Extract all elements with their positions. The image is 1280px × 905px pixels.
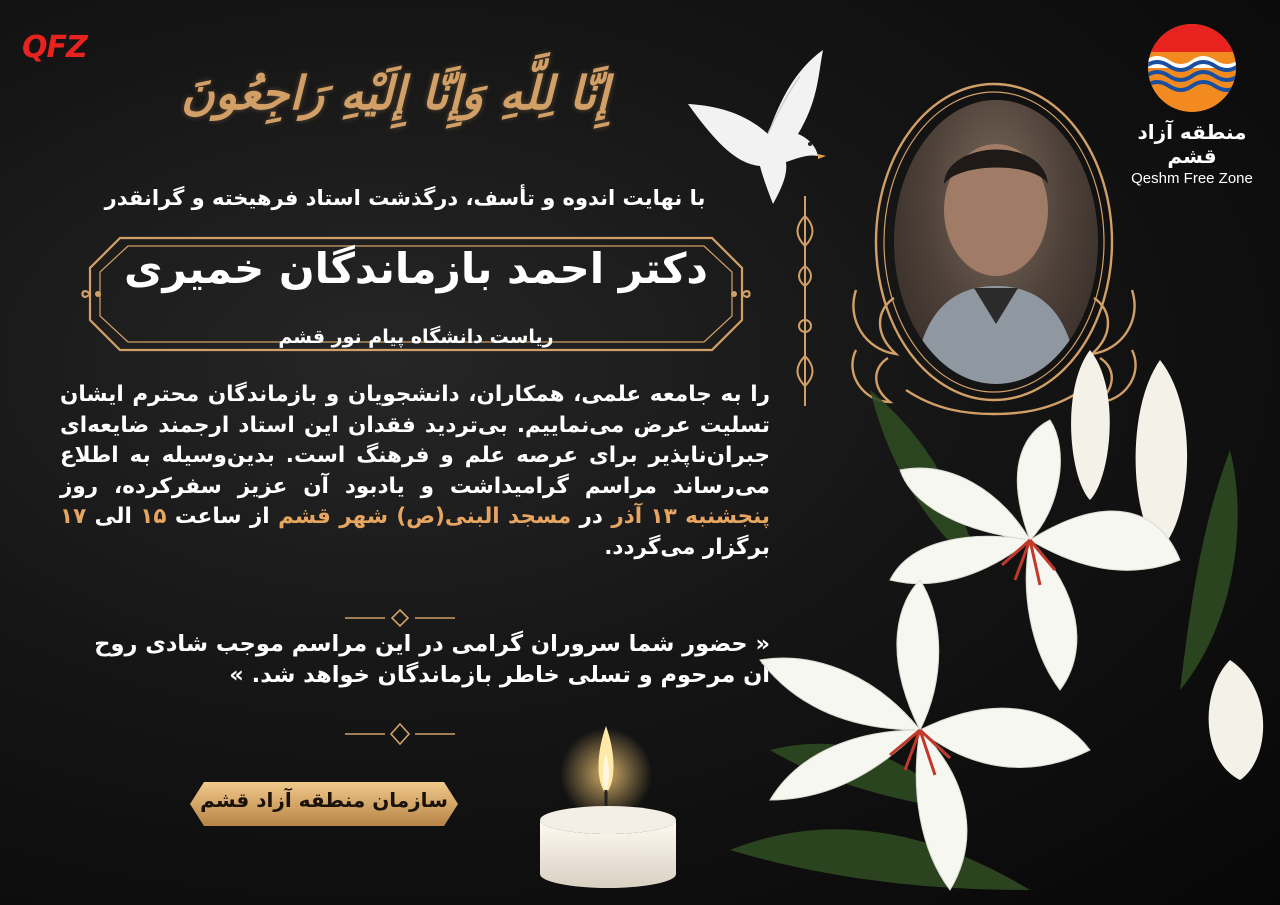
ceremony-day: پنجشنبه ۱۳ آذر	[611, 504, 770, 529]
body-paragraph-3c: برگزار می‌گردد.	[604, 534, 770, 560]
body-paragraph-2a: بدین‌وسیله به اطلاع می‌رساند مراسم گرامیداشت و یادبود آن عزیز سفرکرده، روز	[60, 443, 770, 499]
signature-text: سازمان منطقه آزاد قشم	[200, 788, 448, 812]
deceased-title: ریاست دانشگاه پیام نور قشم	[278, 326, 554, 348]
time-to: ۱۷	[60, 504, 87, 529]
logo-english-text: Qeshm Free Zone	[1131, 170, 1253, 187]
qfz-logo-left: QFZ	[22, 30, 87, 65]
intro-text: با نهایت اندوه و تأسف، درگذشت استاد فرهیخته و گرانقدر	[104, 186, 706, 210]
candle-icon	[532, 724, 684, 894]
ceremony-place: مسجد البنی(ص) شهر قشم	[278, 504, 572, 529]
body-text	[60, 380, 770, 563]
quran-verse: إِنَّا لِلَّهِ وَإِنَّا إِلَيْهِ رَاجِعُونَ	[181, 66, 609, 120]
body-paragraph-2b: در	[579, 504, 603, 529]
body-paragraph-3b: الی	[94, 504, 132, 529]
divider-ornament-bottom	[345, 722, 455, 746]
divider-ornament-top	[345, 608, 455, 628]
qfz-emblem-icon	[1146, 22, 1238, 114]
closing-quote: « حضور شما سروران گرامی در این مراسم موجب شادی روح آن مرحوم و تسلی خاطر بازماندگان خواهد شد. »	[94, 631, 770, 688]
body-paragraph-3a: از ساعت	[174, 504, 270, 529]
logo-arabic-text: منطقه آزاد قشم	[1137, 120, 1247, 168]
time-from: ۱۵	[140, 504, 167, 529]
body-paragraph-1: را به جامعه علمی، همکاران، دانشجویان و بازماندگان محترم ایشان تسلیت عرض می‌نماییم. بی‌تردید فقدان این استاد ارجمند ضایعه‌ای جبران‌ناپذیر برای عرصه علم و فرهنگ است.	[60, 382, 770, 468]
deceased-name: دکتر احمد بازماندگان خمیری	[124, 244, 708, 293]
lily-flowers-decoration	[730, 330, 1280, 905]
dove-icon	[668, 46, 853, 206]
